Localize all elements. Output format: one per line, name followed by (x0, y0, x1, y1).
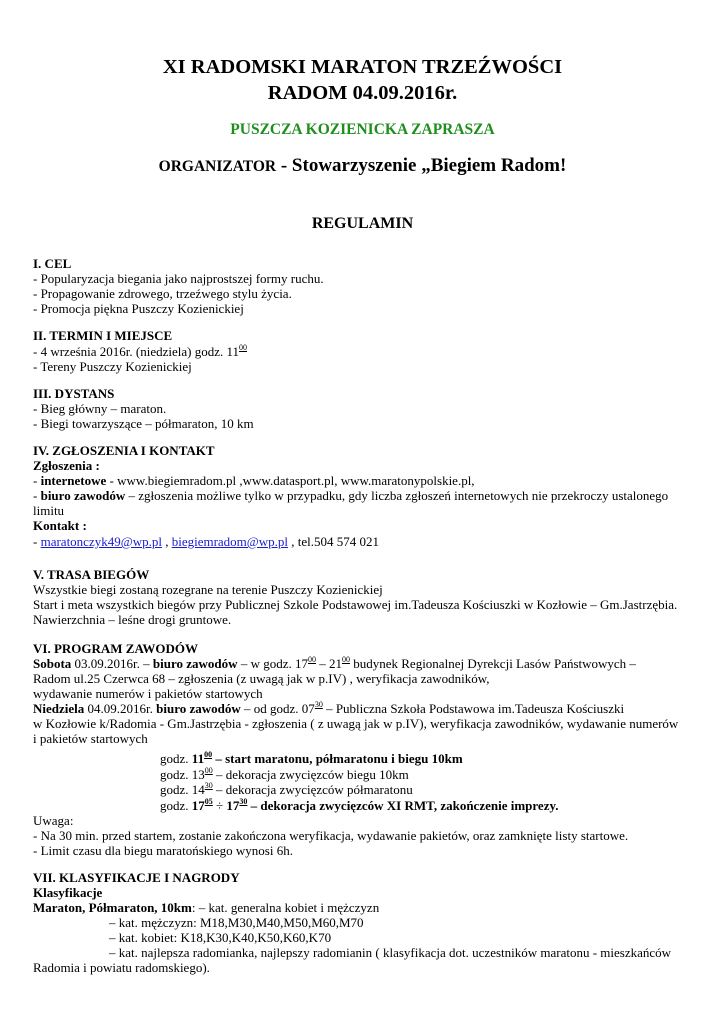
schedule-4-hour-2: 17 (226, 798, 240, 813)
email-link-1[interactable]: maratonczyk49@wp.pl (40, 534, 162, 549)
section-2-heading: II. TERMIN I MIEJSCE (33, 328, 173, 343)
section-5-line-1: Wszystkie biegi zostaną rozegrane na terenie Puszczy Kozienickiej (33, 582, 383, 597)
section-2-line-2: - Tereny Puszczy Kozienickiej (33, 359, 192, 374)
sunday-time: – od godz. 07 (240, 701, 315, 716)
online-dash: - (33, 473, 41, 488)
schedule-4-mid: ÷ (212, 798, 227, 813)
saturday-label: Sobota (33, 656, 72, 671)
online-registration-line (33, 473, 475, 488)
section-2-line-1 (33, 344, 247, 359)
contact-dash: - (33, 534, 41, 549)
sunday-line-3: i pakietów startowych (33, 731, 148, 746)
section-5-line-2: Start i meta wszystkich biegów przy Publicznej Szkole Podstawowej im.Tadeusza Kościuszki w Kozłowie – Gm.Jastrzębia. (33, 597, 678, 612)
schedule-2-sup: 00 (204, 766, 213, 775)
schedule-1-prefix: godz. (160, 751, 192, 766)
section-5-heading: V. TRASA BIEGÓW (33, 567, 150, 582)
schedule-item-4 (160, 798, 559, 813)
saturday-line-2: Radom ul.25 Czerwca 68 – zgłoszenia (z uwagą jak w p.IV) , weryfikacja zawodników, (33, 671, 490, 686)
section-1-line-2: - Propagowanie zdrowego, trzeźwego stylu życia. (33, 286, 292, 301)
regulamin-heading: REGULAMIN (311, 215, 414, 232)
note-label: Uwaga: (33, 813, 74, 828)
online-label: internetowe (40, 473, 107, 488)
saturday-date: 03.09.2016r. – (71, 656, 153, 671)
office-label: biuro zawodów (40, 488, 126, 503)
classification-radom: – kat. najlepsza radomianka, najlepszy radomianin ( klasyfikacja dot. uczestników maratonu - mieszkańców (109, 945, 672, 960)
section-1-line-1: - Popularyzacja biegania jako najprostszej formy ruchu. (33, 271, 324, 286)
contact-label: Kontakt : (33, 518, 87, 533)
saturday-sup-2: 00 (341, 655, 350, 664)
date-text: - 4 września 2016r. (niedziela) godz. 11 (33, 344, 240, 359)
saturday-line-3: wydawanie numerów i pakietów startowych (33, 686, 263, 701)
organizer-name: Stowarzyszenie „Biegiem Radom! (291, 155, 567, 176)
office-dash: - (33, 488, 41, 503)
schedule-4-sup-2: 30 (239, 797, 248, 806)
schedule-4-hour-1: 17 (191, 798, 205, 813)
phone-text: , tel.504 574 021 (288, 534, 380, 549)
section-1-line-3: - Promocja piękna Puszczy Kozienickiej (33, 301, 244, 316)
schedule-2-text: – dekoracja zwycięzców biegu 10km (212, 767, 409, 782)
schedule-1-sup: 00 (204, 750, 213, 759)
schedule-4-text: – dekoracja zwycięzców XI RMT, zakończenie imprezy. (247, 798, 559, 813)
section-1-heading: I. CEL (33, 256, 72, 271)
section-4-heading: IV. ZGŁOSZENIA I KONTAKT (33, 443, 215, 458)
contact-sep: , (161, 534, 172, 549)
schedule-3-text: – dekoracja zwycięzców półmaratonu (212, 782, 413, 797)
contact-line (33, 534, 379, 549)
classification-men: – kat. mężczyzn: M18,M30,M40,M50,M60,M70 (109, 915, 364, 930)
sunday-office: biuro zawodów (156, 701, 241, 716)
email-link-2[interactable]: biegiemradom@wp.pl (171, 534, 289, 549)
office-registration-line (33, 488, 668, 503)
classifications-label: Klasyfikacje (33, 885, 103, 900)
organizer-line (0, 155, 725, 177)
schedule-4-sup-1: 05 (204, 797, 213, 806)
tagline: PUSZCZA KOZIENICKA ZAPRASZA (230, 121, 495, 138)
office-registration-line-2: limitu (33, 503, 65, 518)
time-sup: 00 (239, 343, 248, 352)
online-sites: - www.biegiemradom.pl ,www.datasport.pl, www.maratonypolskie.pl, (106, 473, 475, 488)
note-line-2: - Limit czasu dla biegu maratońskiego wynosi 6h. (33, 843, 293, 858)
saturday-place: budynek Regionalnej Dyrekcji Lasów Państwowych – (349, 656, 636, 671)
section-3-line-1: - Bieg główny – maraton. (33, 401, 167, 416)
schedule-3-sup: 30 (204, 781, 213, 790)
schedule-item-3 (160, 782, 413, 797)
saturday-office: biuro zawodów (152, 656, 238, 671)
sunday-line-2: w Kozłowie k/Radomia - Gm.Jastrzębia - zgłoszenia ( z uwagą jak w p.IV), weryfikacja zawodników, wydawanie numerów (33, 716, 679, 731)
section-7-heading: VII. KLASYFIKACJE I NAGRODY (33, 870, 240, 885)
schedule-1-hour: 11 (191, 751, 205, 766)
section-5-line-3: Nawierzchnia – leśne drogi gruntowe. (33, 612, 232, 627)
section-3-heading: III. DYSTANS (33, 386, 115, 401)
organizer-sep: - (276, 155, 292, 176)
schedule-4-prefix: godz. (160, 798, 192, 813)
sunday-place: – Publiczna Szkoła Podstawowa im.Tadeusza Kościuszki (322, 701, 625, 716)
schedule-1-text: – start maratonu, półmaratonu i biegu 10km (212, 751, 463, 766)
saturday-hours-b: – 21 (315, 656, 342, 671)
note-line-1: - Na 30 min. przed startem, zostanie zakończona weryfikacja, wydawanie pakietów, oraz zamknięte listy startowe. (33, 828, 629, 843)
sunday-label: Niedziela (33, 701, 85, 716)
sunday-date: 04.09.2016r. (84, 701, 157, 716)
distances-label: Maraton, Półmaraton, 10km (33, 900, 192, 915)
sunday-line-1 (33, 701, 624, 716)
office-text: – zgłoszenia możliwe tylko w przypadku, gdy liczba zgłoszeń internetowych nie przekroczy ustalonego (125, 488, 669, 503)
general-category: : – kat. generalna kobiet i mężczyzn (191, 900, 380, 915)
schedule-item-2 (160, 767, 409, 782)
registrations-label: Zgłoszenia : (33, 458, 100, 473)
schedule-3-prefix: godz. 14 (160, 782, 205, 797)
organizer-label: ORGANIZATOR (158, 158, 277, 175)
saturday-sup-1: 00 (307, 655, 316, 664)
schedule-2-prefix: godz. 13 (160, 767, 205, 782)
section-3-line-2: - Biegi towarzyszące – półmaraton, 10 km (33, 416, 254, 431)
saturday-hours-a: – w godz. 17 (237, 656, 308, 671)
classification-general (33, 900, 379, 915)
saturday-line-1 (33, 656, 636, 671)
title-line-2: RADOM 04.09.2016r. (267, 82, 458, 104)
title-line-1: XI RADOMSKI MARATON TRZEŹWOŚCI (162, 56, 563, 78)
classification-radom-line-2: Radomia i powiatu radomskiego). (33, 960, 210, 975)
schedule-item-1 (160, 751, 463, 766)
classification-women: – kat. kobiet: K18,K30,K40,K50,K60,K70 (109, 930, 332, 945)
sunday-sup: 30 (314, 700, 323, 709)
section-6-heading: VI. PROGRAM ZAWODÓW (33, 641, 199, 656)
